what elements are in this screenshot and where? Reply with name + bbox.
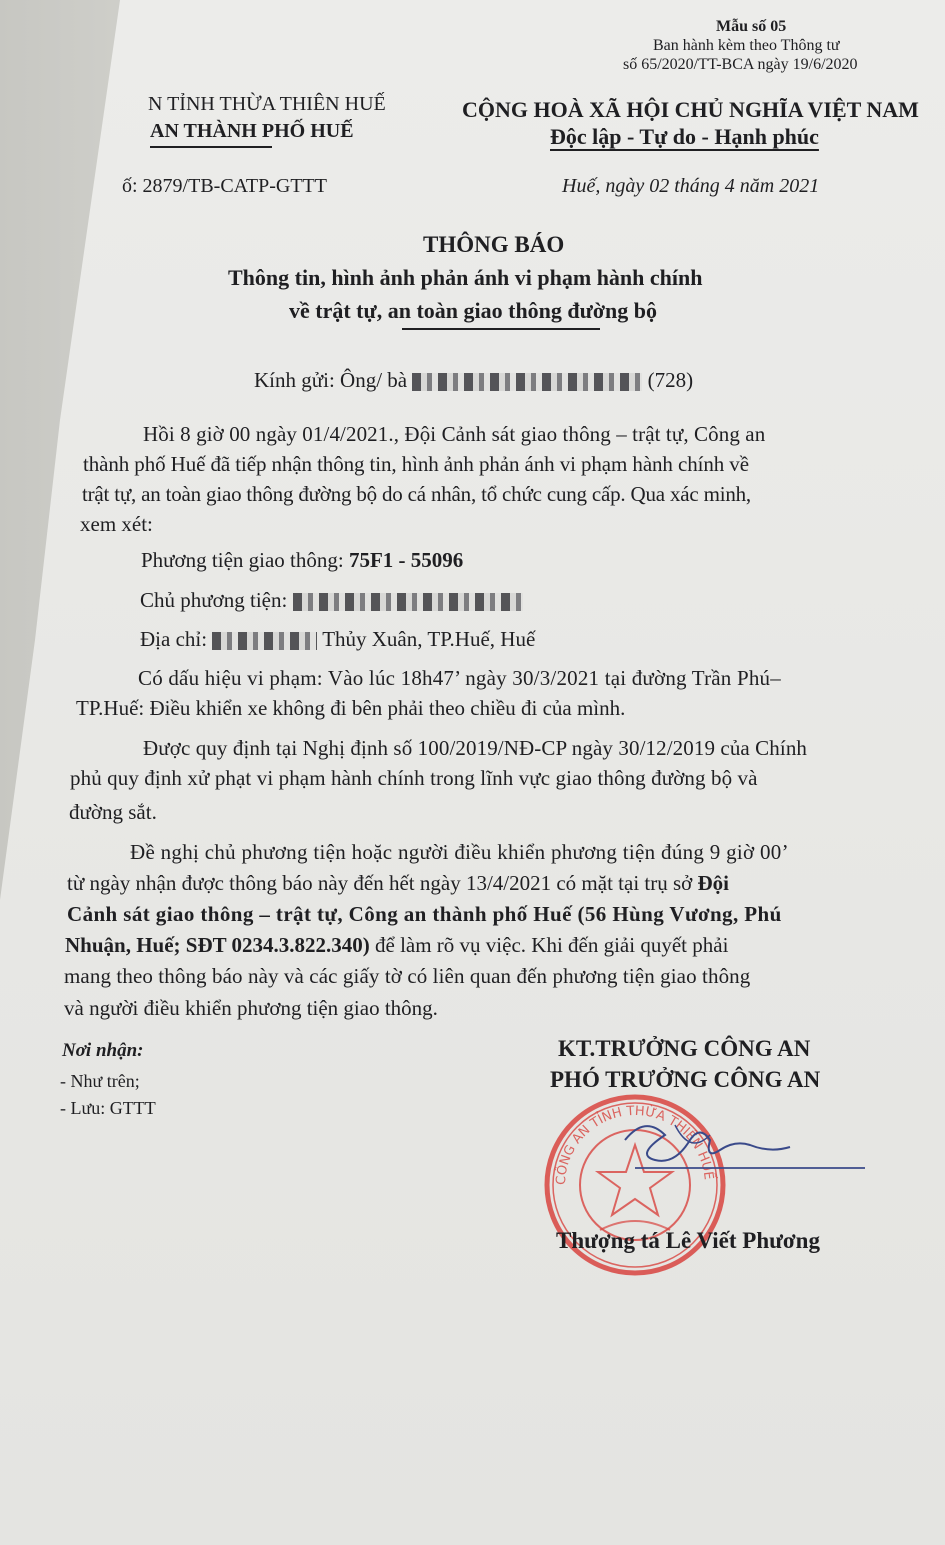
owner-label: Chủ phương tiện: [140, 588, 288, 612]
title-subline-2: về trật tự, an toàn giao thông đường bộ [289, 298, 658, 323]
organization-line-2: AN THÀNH PHỐ HUẾ [150, 120, 354, 142]
document-number: ố: 2879/TB-CATP-GTTT [122, 175, 327, 197]
owner-line [140, 588, 523, 613]
p1-line-4: xem xét: [80, 512, 153, 536]
p2-line-1: Có dấu hiệu vi phạm: Vào lúc 18h47’ ngày 30/3/2021 tại đường Trần Phú– [138, 666, 781, 690]
recipient-label: Kính gửi: Ông/ bà [254, 368, 408, 392]
address-label: Địa chỉ: [140, 627, 208, 651]
recipients-title: Nơi nhận: [62, 1040, 144, 1061]
recipient-item-2: - Lưu: GTTT [60, 1098, 156, 1118]
p1-line-2: thành phố Huế đã tiếp nhận thông tin, hình ảnh phản ánh vi phạm hành chính về [83, 452, 749, 476]
redacted-owner [293, 593, 523, 611]
document-title: THÔNG BÁO [423, 232, 565, 257]
issued-line-2: số 65/2020/TT-BCA ngày 19/6/2020 [623, 56, 858, 73]
vehicle-line [141, 548, 463, 573]
p4-line-1: Đề nghị chủ phương tiện hoặc người điều khiển phương tiện đúng 9 giờ 00’ [130, 840, 789, 864]
recipient-item-1: - Như trên; [60, 1071, 140, 1091]
place-and-date: Huế, ngày 02 tháng 4 năm 2021 [562, 175, 820, 197]
organization-line-1: N TỈNH THỪA THIÊN HUẾ [148, 93, 386, 115]
p4-line-6: và người điều khiển phương tiện giao thông. [64, 996, 438, 1020]
p4-line-5: mang theo thông báo này và các giấy tờ có liên quan đến phương tiện giao thông [64, 964, 751, 988]
signer-name: Thượng tá Lê Viết Phương [556, 1228, 820, 1253]
p1-line-3: trật tự, an toàn giao thông đường bộ do cá nhân, tổ chức cung cấp. Qua xác minh, [82, 482, 751, 506]
p1-line-1: Hồi 8 giờ 00 ngày 01/4/2021., Đội Cảnh sát giao thông – trật tự, Công an [143, 422, 766, 446]
stamp-text: CÔNG AN TỈNH THỪA THIÊN HUẾ [553, 1103, 716, 1186]
recipient-suffix: (728) [647, 368, 694, 392]
p2-line-2: TP.Huế: Điều khiển xe không đi bên phải theo chiều đi của mình. [76, 696, 626, 720]
form-number: Mẫu số 05 [716, 18, 787, 35]
p4-line-2 [67, 871, 729, 896]
p4-line-4-bold: Nhuận, Huế; SĐT 0234.3.822.340) [65, 933, 370, 957]
motto: Độc lập - Tự do - Hạnh phúc [550, 124, 819, 149]
recipient-line [254, 368, 693, 393]
signer-role-1: KT.TRƯỞNG CÔNG AN [558, 1036, 811, 1061]
vehicle-label: Phương tiện giao thông: [141, 548, 349, 572]
title-underline [402, 328, 600, 330]
country-name: CỘNG HOÀ XÃ HỘI CHỦ NGHĨA VIỆT NAM [462, 97, 919, 122]
p3-line-1: Được quy định tại Nghị định số 100/2019/NĐ-CP ngày 30/12/2019 của Chính [143, 736, 808, 760]
p3-line-2: phủ quy định xử phạt vi phạm hành chính trong lĩnh vực giao thông đường bộ và [70, 766, 758, 790]
handwritten-signature [615, 1110, 865, 1200]
redacted-name [412, 373, 642, 391]
p4-line-2-text: từ ngày nhận được thông báo này đến hết ngày 13/4/2021 có mặt tại trụ sở [67, 871, 698, 895]
organization-underline [150, 146, 272, 148]
signer-role-2: PHÓ TRƯỞNG CÔNG AN [550, 1067, 821, 1092]
p4-line-2-bold: Đội [697, 871, 730, 895]
issued-line-1: Ban hành kèm theo Thông tư [653, 37, 840, 54]
p4-line-3: Cảnh sát giao thông – trật tự, Công an thành phố Huế (56 Hùng Vương, Phú [67, 902, 782, 926]
vehicle-plate: 75F1 - 55096 [348, 548, 464, 572]
redacted-address [212, 632, 317, 650]
p4-line-4-text: để làm rõ vụ việc. Khi đến giải quyết phải [369, 933, 729, 957]
address-line [140, 627, 535, 652]
address-value: Thủy Xuân, TP.Huế, Huế [322, 627, 536, 651]
p4-line-4 [65, 933, 728, 958]
title-subline-1: Thông tin, hình ảnh phản ánh vi phạm hành chính [228, 265, 703, 290]
p3-line-3: đường sắt. [69, 800, 157, 824]
